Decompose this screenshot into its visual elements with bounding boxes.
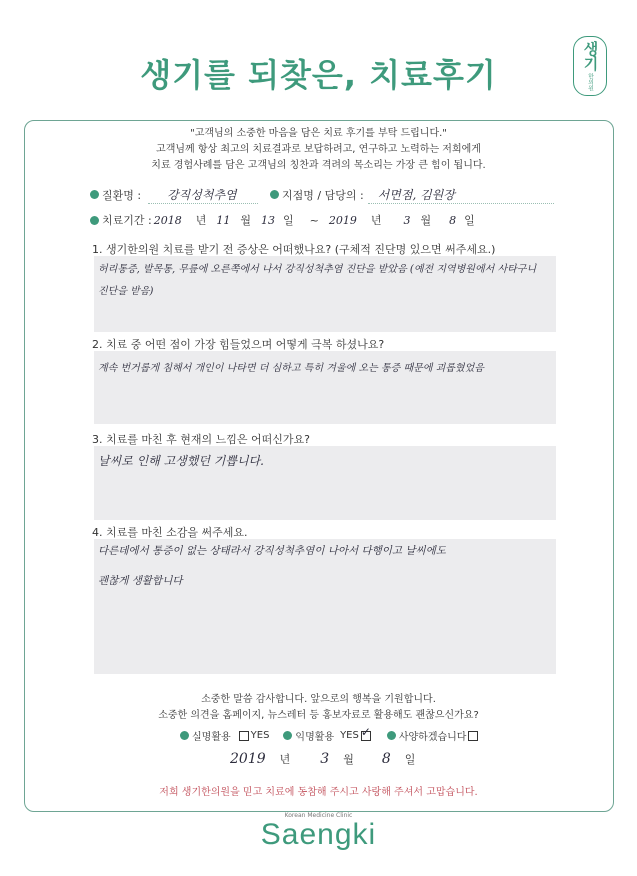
signature-year[interactable]: 2019 [230,751,266,767]
period-end-day[interactable]: 8 [449,213,457,227]
saengki-logo-badge [573,36,607,96]
disease-underline [148,203,258,204]
bullet-dot-icon [270,190,279,199]
question-2-label: 2. 치료 중 어떤 점이 가장 힘들었으며 어떻게 극복 하셨나요? [92,338,385,351]
disease-label: 질환명 : [102,188,142,202]
answer-3-line-1: 날씨로 인해 고생했던 기쁩니다. [98,454,264,468]
clinic-underline [368,203,554,204]
unit-month: 월 [420,214,432,227]
unit-day: 일 [464,214,475,227]
intro-line-1: "고객님의 소중한 마음을 담은 치료 후기를 부탁 드립니다." [190,128,447,139]
thanks-message: 저희 생기한의원을 믿고 치료에 동참해 주시고 사랑해 주셔서 고맙습니다. [159,787,478,798]
period-start-day[interactable]: 13 [261,213,275,227]
unit-month: 월 [240,214,251,227]
bullet-dot-icon [90,216,99,225]
unit-day: 일 [283,214,294,227]
brand-logo: Saengki [260,818,377,851]
badge-sub-text: 한의원 [586,73,594,91]
brand-subtitle: Korean Medicine Clinic [284,812,353,819]
intro-line-2: 고객님께 항상 최고의 치료결과로 보답하려고, 연구하고 노력하는 저희에게 [156,144,481,155]
bullet-dot-icon [90,190,99,199]
intro-text [0,126,637,174]
period-tilde: ~ [309,213,319,227]
checkmark-icon: ✓ [360,724,371,739]
answer-2-line-1: 계속 번거롭게 침해서 개인이 나타면 더 심하고 특히 겨울에 오는 통증 때문에 괴롭혔었음 [98,363,484,374]
period-label: 치료기간 : [102,214,152,227]
closing-line-2: 소중한 의견을 홈페이지, 뉴스레터 등 홍보자료로 활용해도 괜찮으신가요? [158,710,479,721]
closing-line-1: 소중한 말씀 감사합니다. 앞으로의 행복을 기원합니다. [201,694,436,705]
answer-box-2[interactable] [94,351,556,424]
page-title: 생기를 되찾은, 치료후기 [140,56,497,94]
bullet-dot-icon [283,731,292,740]
real-name-yes: YES [250,730,270,741]
bullet-dot-icon [387,731,396,740]
consent-row [180,724,480,743]
intro-line-3: 치료 경험사례를 담은 고객님의 칭찬과 격려의 목소리는 가장 큰 힘이 됩니다. [151,160,486,171]
clinic-value[interactable]: 서면점, 김원장 [377,188,455,202]
anonymous-checkbox-checked[interactable] [360,724,371,741]
question-3-label: 3. 치료를 마친 후 현재의 느낌은 어떠신가요? [92,433,310,446]
bullet-dot-icon [180,731,189,740]
answer-box-3[interactable] [94,446,556,520]
decline-checkbox[interactable] [468,731,478,741]
real-name-label: 실명활용 [192,732,231,743]
period-end-year[interactable]: 2019 [328,213,357,227]
period-field [90,212,475,228]
period-end-month[interactable]: 3 [403,213,411,227]
answer-1-line-1: 허리통증, 발목통, 무릎에 오른쪽에서 나서 강직성척추염 진단을 받았음 (예전 지역병원에서 사타구니 [98,264,537,275]
question-4-label: 4. 치료를 마친 소감을 써주세요. [92,526,248,539]
clinic-field [270,186,455,203]
period-start-year[interactable]: 2018 [153,213,182,227]
disease-field [90,186,237,203]
question-1-label: 1. 생기한의원 치료를 받기 전 증상은 어떠했나요? (구체적 진단명 있으면 써주세요.) [92,243,496,256]
answer-4-line-2: 괜찮게 생활합니다 [98,575,183,587]
anonymous-yes: YES [340,730,359,741]
real-name-checkbox[interactable] [239,731,249,741]
unit-year: 년 [195,214,207,227]
badge-main-text: 생기 [581,41,600,71]
unit-year: 년 [279,753,291,766]
clinic-label: 지점명 / 담당의 : [282,188,364,202]
answer-4-line-1: 다른데에서 통증이 없는 상태라서 강직성척추염이 나아서 다행이고 날씨에도 [98,545,446,557]
period-start-month[interactable]: 11 [216,213,231,227]
answer-box-4[interactable] [94,539,556,674]
unit-month: 월 [343,753,354,766]
signature-date [230,751,415,767]
anonymous-label: 익명활용 [295,732,335,743]
answer-box-1[interactable] [94,256,556,332]
unit-year: 년 [370,214,382,227]
disease-value[interactable]: 강직성척추염 [167,188,237,202]
decline-label: 사양하겠습니다 [398,732,467,743]
answer-1-line-2: 진단을 받음) [98,286,154,297]
signature-month[interactable]: 3 [320,751,330,767]
unit-day: 일 [404,753,416,766]
signature-day[interactable]: 8 [381,751,391,767]
